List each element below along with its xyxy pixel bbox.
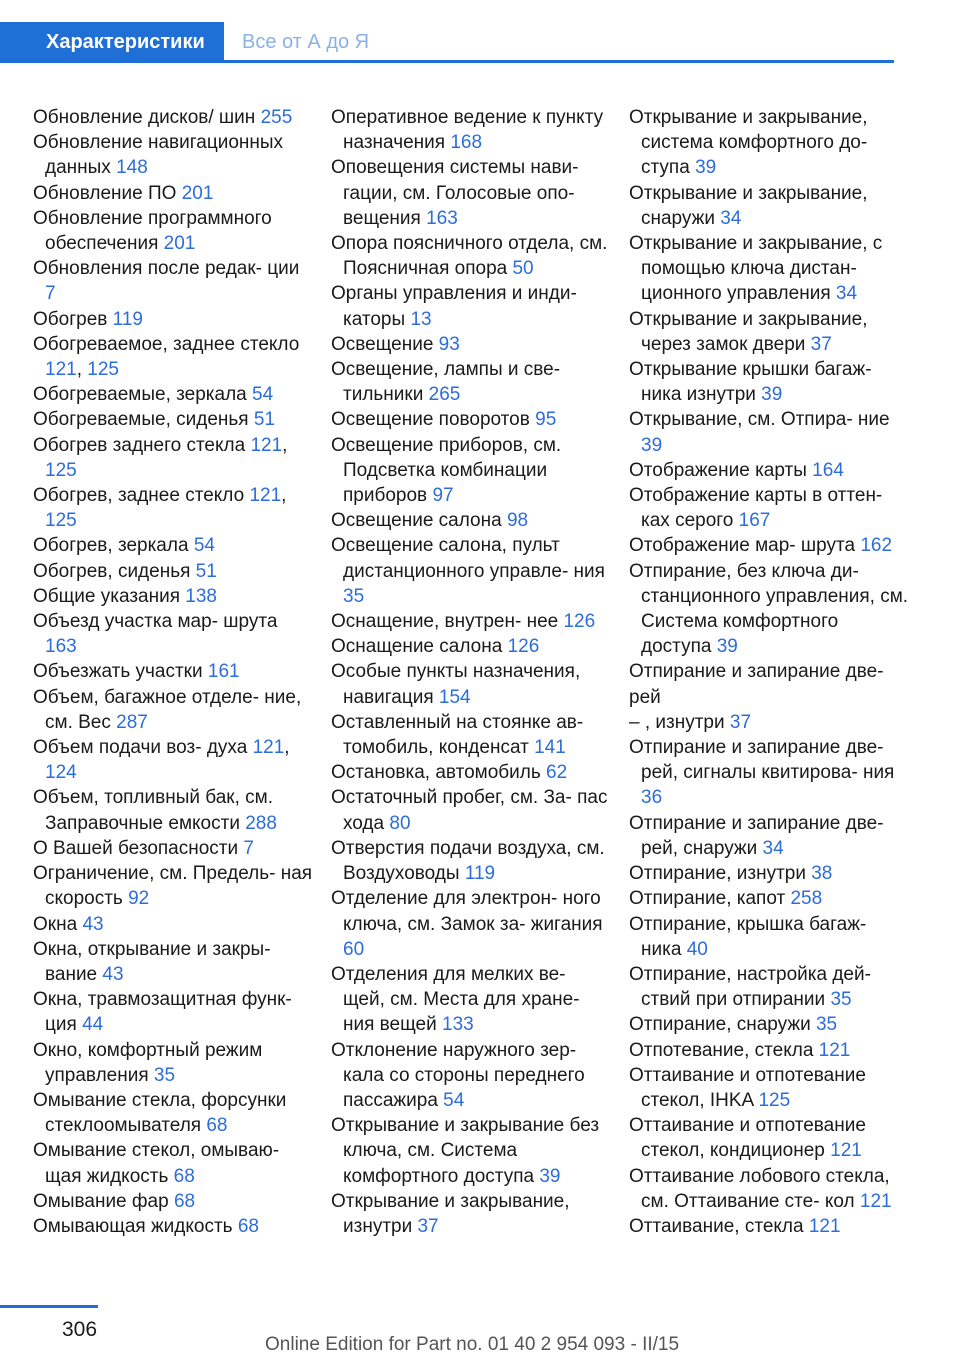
index-term: Отпирание и запирание две- рей, снаружи — [629, 812, 884, 859]
page-link[interactable]: 43 — [102, 963, 124, 985]
page-link[interactable]: 68 — [206, 1115, 228, 1137]
page-link[interactable]: 258 — [790, 888, 823, 910]
index-term: Омывание фар — [33, 1190, 174, 1212]
index-term: Особые пункты назначения, навигация — [331, 661, 581, 708]
index-entry — [33, 937, 313, 987]
page-link[interactable]: 133 — [442, 1014, 474, 1036]
index-term: Объем, багажное отделе- ние, см. Вес — [33, 686, 302, 733]
index-term: Оперативное ведение к пункту назначения — [331, 107, 604, 154]
page-link[interactable]: 121 — [830, 1140, 862, 1162]
index-term: Ограничение, см. Предель- ная скорость — [33, 863, 313, 910]
index-term: Опора поясничного отдела, см. Поясничная опора — [331, 233, 608, 280]
index-entry — [331, 1113, 611, 1189]
page-link[interactable]: 51 — [195, 560, 217, 582]
index-entry — [33, 256, 313, 306]
index-entry — [629, 1012, 909, 1037]
index-term: Объем подачи воз- духа — [33, 737, 253, 759]
page-link[interactable]: 43 — [82, 913, 104, 935]
index-term: Открывание, см. Отпира- ние — [629, 409, 890, 431]
page-link[interactable]: 154 — [438, 686, 471, 708]
index-term: Остановка, автомобиль — [331, 762, 547, 784]
index-entry — [33, 533, 313, 558]
footer-divider — [0, 1305, 98, 1308]
index-entry — [33, 407, 313, 432]
index-term: Отпирание и запирание две- рей, сигналы квитирова- ния — [629, 737, 895, 784]
index-term: Отображение карты — [629, 459, 813, 481]
index-term: Обогрев, заднее стекло — [33, 485, 250, 507]
index-entry — [33, 609, 313, 659]
page-link[interactable]: 126 — [563, 611, 596, 633]
index-entry — [629, 307, 909, 357]
page-link[interactable]: 54 — [443, 1089, 465, 1111]
index-entry — [33, 1088, 313, 1138]
page-link[interactable]: 54 — [193, 535, 215, 557]
index-entry — [331, 710, 611, 760]
index-term: Обновление программного обеспечения — [33, 207, 272, 255]
index-entry — [33, 1138, 313, 1188]
page-link[interactable]: 36 — [641, 787, 663, 809]
index-column-3 — [629, 105, 909, 1239]
index-entry — [331, 634, 611, 659]
index-term: Обновления после редак- ции — [33, 258, 300, 280]
page-link[interactable]: 37 — [810, 333, 832, 355]
page-link[interactable]: 288 — [245, 812, 277, 834]
index-entry — [331, 836, 611, 886]
page-link[interactable]: 68 — [173, 1165, 195, 1187]
index-term: Органы управления и инди- каторы — [331, 283, 577, 330]
page-link[interactable]: 39 — [641, 434, 663, 456]
index-entry — [629, 357, 909, 407]
index-term: Оснащение, внутрен- нее — [331, 611, 564, 633]
index-entry — [629, 886, 909, 911]
page-link[interactable]: 125 — [45, 510, 77, 532]
index-term: Отпотевание, стекла — [629, 1039, 819, 1061]
index-entry — [33, 861, 313, 911]
page-link[interactable]: 39 — [539, 1165, 561, 1187]
index-entry — [629, 1113, 909, 1163]
index-column-1 — [33, 105, 313, 1239]
page-link[interactable]: 39 — [695, 157, 717, 179]
page-link[interactable]: 121 — [252, 737, 285, 759]
page-link[interactable]: 7 — [45, 283, 56, 305]
page-link[interactable]: 34 — [835, 283, 858, 305]
index-term: Освещение поворотов — [331, 409, 536, 431]
index-term: Омывание стекла, форсунки стеклоомывателя — [33, 1089, 287, 1137]
index-term: Обогреваемое, заднее стекло — [33, 333, 300, 355]
index-entry — [331, 659, 611, 709]
page-link[interactable]: 119 — [464, 863, 496, 885]
page-link[interactable]: 119 — [112, 308, 143, 330]
index-term: Омывание стекол, омываю- щая жидкость — [33, 1140, 280, 1187]
index-term: О Вашей безопасности — [33, 837, 244, 859]
index-entry — [331, 1038, 611, 1114]
index-term: Отделение для электрон- ного ключа, см. Замок за- жигания — [331, 888, 603, 935]
page-link[interactable]: 39 — [761, 384, 783, 406]
page-link[interactable]: 125 — [45, 459, 77, 481]
index-entry — [33, 433, 313, 483]
page-link[interactable]: 35 — [830, 989, 852, 1011]
index-entry — [629, 962, 909, 1012]
index-entry — [331, 508, 611, 533]
page-link[interactable]: 98 — [506, 510, 529, 532]
page-link[interactable]: 148 — [116, 157, 148, 179]
index-entry — [629, 1164, 909, 1214]
index-entry — [33, 332, 313, 382]
index-term: Открывание и закрывание, с помощью ключа дистан- ционного управления — [629, 233, 883, 305]
index-entry — [629, 407, 909, 457]
page-link[interactable]: 68 — [173, 1190, 196, 1212]
index-term: Отверстия подачи воздуха, см. Воздуховоды — [331, 837, 605, 885]
index-entry — [331, 433, 611, 509]
page-link[interactable]: 95 — [535, 409, 557, 431]
page-link[interactable]: 125 — [87, 359, 119, 381]
header-divider — [0, 60, 894, 63]
index-term: Открывание и закрывание, снаружи — [629, 182, 868, 229]
page-link[interactable]: 34 — [720, 207, 742, 229]
page-link[interactable]: 92 — [128, 888, 150, 910]
index-term: Открывание и закрывание, изнутри — [331, 1190, 570, 1237]
index-term: Открывание и закрывание, через замок двери — [629, 308, 868, 355]
page-link[interactable]: 121 — [249, 485, 282, 507]
page-link[interactable]: 93 — [438, 333, 460, 355]
index-term: Отображение мар- шрута — [629, 535, 861, 557]
index-entry — [33, 659, 313, 684]
index-term: Обогреваемые, зеркала — [33, 384, 253, 406]
page-link[interactable]: 13 — [410, 308, 432, 330]
page-link[interactable]: 121 — [808, 1215, 841, 1237]
index-term: Объем, топливный бак, см. Заправочные емкости — [33, 787, 273, 834]
page-link[interactable]: 164 — [812, 459, 844, 481]
index-column-2 — [331, 105, 611, 1239]
index-term: Оттаивание, стекла — [629, 1215, 809, 1237]
index-entry — [331, 332, 611, 357]
header-tabs — [0, 22, 385, 62]
page-link[interactable]: 35 — [815, 1014, 838, 1036]
index-term: Отпирание, изнутри — [629, 863, 812, 885]
page-link[interactable]: 125 — [758, 1089, 791, 1111]
page-link[interactable]: 97 — [432, 485, 454, 507]
index-entry — [331, 962, 611, 1038]
page-link[interactable]: 138 — [185, 585, 217, 607]
index-entry — [331, 760, 611, 785]
index-entry — [33, 836, 313, 861]
index-entry — [33, 785, 313, 835]
index-entry — [629, 533, 909, 558]
page-link[interactable]: 62 — [546, 762, 568, 784]
index-term: Отпирание, без ключа ди- станционного управления, см. Система комфортного доступа — [629, 560, 909, 658]
index-entry — [33, 735, 313, 785]
page-link[interactable]: 121 — [250, 434, 283, 456]
index-entry — [629, 231, 909, 307]
index-entry — [331, 281, 611, 331]
index-entry — [33, 1189, 313, 1214]
index-entry — [629, 559, 909, 660]
index-term: Оповещения системы нави- гации, см. Голосовые опо- вещения — [331, 157, 579, 229]
index-term: Оттаивание и отпотевание стекол, IHKA — [629, 1064, 866, 1111]
index-entry — [629, 458, 909, 483]
page-link[interactable]: 121 — [859, 1190, 892, 1212]
index-entry — [33, 1038, 313, 1088]
index-entry — [629, 735, 909, 811]
page-link[interactable]: 265 — [428, 384, 461, 406]
page-link[interactable]: 201 — [181, 182, 214, 204]
index-term: Оттаивание лобового стекла, см. Оттаивание сте- кол — [629, 1165, 890, 1212]
index-term: Обогреваемые, сиденья — [33, 409, 254, 431]
page-link[interactable]: 44 — [82, 1014, 104, 1036]
index-term: Обновление ПО — [33, 182, 182, 204]
index-entry — [33, 181, 313, 206]
index-entry — [331, 533, 611, 609]
index-entry — [331, 609, 611, 634]
index-entry — [331, 785, 611, 835]
index-term: Объезд участка мар- шрута — [33, 611, 278, 633]
index-entry — [331, 407, 611, 432]
index-term: Освещение приборов, см. Подсветка комбинации приборов — [331, 434, 562, 507]
index-term: Обновление навигационных данных — [33, 132, 284, 179]
index-entry — [33, 912, 313, 937]
index-entry — [629, 1038, 909, 1063]
page-link[interactable]: 35 — [153, 1064, 176, 1086]
page-link[interactable]: 37 — [417, 1215, 439, 1237]
index-term: Оставленный на стоянке ав- томобиль, конденсат — [331, 711, 584, 759]
index-entry — [629, 483, 909, 533]
page-link[interactable]: 80 — [389, 812, 411, 834]
index-term: Окна, открывание и закры- вание — [33, 938, 271, 985]
index-entry — [33, 105, 313, 130]
page-link[interactable]: 255 — [260, 107, 293, 128]
index-entry — [33, 130, 313, 180]
index-term: Отпирание, настройка дей- ствий при отпирании — [629, 963, 871, 1011]
index-entry — [33, 382, 313, 407]
index-term: Отпирание, капот — [629, 888, 791, 910]
page-link[interactable]: 68 — [237, 1215, 259, 1237]
index-entry — [629, 659, 909, 709]
index-entry — [629, 1214, 909, 1239]
page-link[interactable]: 7 — [243, 837, 254, 859]
page-separator: , — [76, 359, 88, 381]
index-entry — [331, 357, 611, 407]
page-separator: , — [281, 485, 287, 507]
index-entry — [33, 987, 313, 1037]
index-term: Отпирание, крышка багаж- ника — [629, 913, 867, 960]
index-entry — [629, 1063, 909, 1113]
tab-characteristics[interactable]: Характеристики — [0, 22, 224, 62]
page-link[interactable]: 161 — [207, 661, 240, 683]
page-link[interactable]: 201 — [163, 233, 196, 255]
index-term: Окно, комфортный режим управления — [33, 1039, 263, 1086]
index-term: Освещение — [331, 333, 439, 355]
index-entry — [629, 861, 909, 886]
page-link[interactable]: 121 — [45, 359, 77, 381]
index-entry — [629, 181, 909, 231]
page-link[interactable]: 37 — [729, 711, 752, 733]
index-term: Освещение салона — [331, 510, 507, 532]
index-term: – , изнутри — [629, 711, 730, 733]
index-term: Открывание крышки багаж- ника изнутри — [629, 359, 872, 406]
page-link[interactable]: 50 — [512, 258, 534, 280]
index-term: Остаточный пробег, см. За- пас хода — [331, 787, 608, 834]
index-term: Освещение салона, пульт дистанционного управле- ния — [331, 535, 605, 582]
index-term: Отделения для мелких ве- щей, см. Места для хране- ния вещей — [331, 963, 580, 1036]
page-link[interactable]: 60 — [343, 938, 365, 960]
index-term: Общие указания — [33, 585, 186, 607]
page-link[interactable]: 141 — [534, 737, 566, 759]
page-link[interactable]: 162 — [860, 535, 893, 557]
index-entry — [33, 307, 313, 332]
index-term: Обновление дисков/ шин — [33, 107, 261, 128]
page-link[interactable]: 168 — [450, 132, 483, 154]
index-term: Окна — [33, 913, 83, 935]
page-link[interactable]: 40 — [686, 938, 708, 960]
index-term: Открывание и закрывание без ключа, см. Система комфортного доступа — [331, 1115, 600, 1187]
index-entry — [331, 105, 611, 155]
page-link[interactable]: 39 — [716, 636, 738, 658]
index-term: Обогрев — [33, 308, 113, 330]
index-term: Отпирание, снаружи — [629, 1014, 816, 1036]
page-link[interactable]: 126 — [507, 636, 540, 658]
page-separator: , — [284, 737, 290, 759]
index-entry — [629, 105, 909, 181]
index-term: Окна, травмозащитная функ- ция — [33, 989, 292, 1036]
tab-a-to-z[interactable]: Все от А до Я — [242, 31, 370, 53]
index-entry — [629, 811, 909, 861]
index-term: Отклонение наружного зер- кала со стороны переднего пассажира — [331, 1039, 585, 1111]
page-link[interactable]: 38 — [811, 863, 833, 885]
index-entry — [33, 1214, 313, 1239]
index-entry — [331, 886, 611, 962]
page-link[interactable]: 54 — [252, 384, 274, 406]
index-term: Оттаивание и отпотевание стекол, кондиционер — [629, 1115, 866, 1162]
index-term: Отображение карты в оттен- ках серого — [629, 485, 883, 532]
page-link[interactable]: 35 — [343, 585, 365, 607]
index-entry — [33, 206, 313, 256]
index-term: Омывающая жидкость — [33, 1215, 238, 1237]
index-term: Обогрев, зеркала — [33, 535, 194, 557]
index-term: Освещение, лампы и све- тильники — [331, 359, 561, 406]
index-term: Отпирание и запирание две- рей — [629, 661, 884, 708]
page-link[interactable]: 163 — [45, 636, 77, 658]
index-term: Открывание и закрывание, система комфортного до- ступа — [629, 107, 868, 179]
index-entry — [33, 559, 313, 584]
index-term: Обогрев, сиденья — [33, 560, 196, 582]
index-entry — [33, 483, 313, 533]
index-entry — [331, 1189, 611, 1239]
page-link[interactable]: 51 — [253, 409, 276, 431]
page-link[interactable]: 167 — [738, 510, 771, 532]
page-link[interactable]: 163 — [426, 207, 458, 229]
edition-note: Online Edition for Part no. 01 40 2 954 093 - II/15 — [265, 1334, 680, 1355]
index-entry — [33, 685, 313, 735]
index-term: Оснащение салона — [331, 636, 508, 658]
index-entry — [331, 155, 611, 231]
index-entry — [331, 231, 611, 281]
page-separator: , — [282, 434, 288, 456]
index-entry — [33, 584, 313, 609]
index-term: Обогрев заднего стекла — [33, 434, 251, 456]
page-link[interactable]: 121 — [818, 1039, 851, 1061]
page-number: 306 — [62, 1318, 98, 1341]
page-link[interactable]: 124 — [45, 762, 77, 784]
index-entry — [629, 710, 909, 735]
page-link[interactable]: 287 — [116, 711, 148, 733]
index-term: Объезжать участки — [33, 661, 208, 683]
page-link[interactable]: 34 — [762, 837, 784, 859]
index-entry — [629, 912, 909, 962]
